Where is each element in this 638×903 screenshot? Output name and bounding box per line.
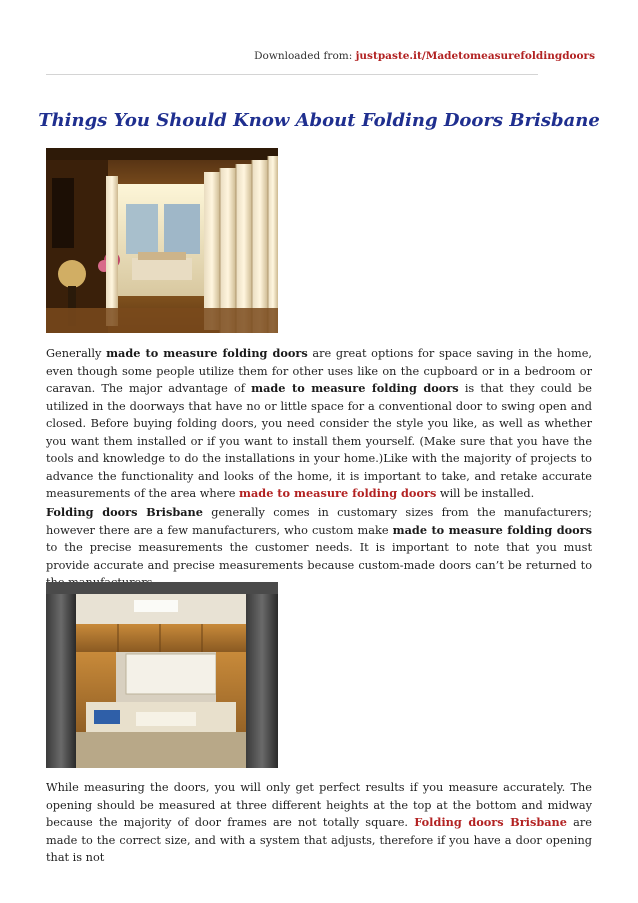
bold-keyword: Folding doors Brisbane (46, 505, 203, 519)
text-run: Generally (46, 347, 107, 360)
bold-keyword: made to measure folding doors (251, 381, 459, 395)
text-run: are great options for space saving in the home, even though some people utilize them for other uses like on the cupboard or in a bedroom or caravan. The major advantage of (46, 347, 592, 395)
text-run: to the precise measurements the customer needs. It is important to note that you must provide accurate and precise measurements because custom-made doors can’t be returned to (46, 541, 592, 572)
paragraph-2 (46, 504, 592, 592)
caravan-interior-photo (46, 582, 278, 768)
keyword-link[interactable]: made to measure folding doors (239, 486, 437, 500)
text-run: are made to the correct size, and with a system that adjusts, therefore if you have a door opening that is not (46, 816, 592, 864)
source-prefix: Downloaded from: (254, 50, 353, 62)
page-title: Things You Should Know About Folding Doors Brisbane (38, 110, 600, 131)
text-run: is that they could be utilized in the doorways that have no or little space for a conventional door to swing open and closed. Before buying folding doors, you need consider the style you like, as well as whether you want them installed or if you want to install them yourself. (Make sure that you have the tools and knowledge to do the installations in your home.)Like with the majority of projects to advance the functionality and looks of the home, it is important to take, and retake accurate measurements of the area where (46, 382, 592, 500)
keyword-link[interactable]: Folding doors Brisbane (414, 815, 567, 829)
source-link[interactable]: justpaste.it/Madetomeasurefoldingdoors (355, 50, 595, 62)
source-line (0, 50, 595, 62)
folding-doors-living-room-photo (46, 148, 278, 333)
bold-keyword: made to measure folding doors (392, 522, 592, 537)
text-run: will be installed. (436, 487, 535, 500)
text-run: While measuring the doors, you will only get perfect results if you measure accurately. The opening should be measured at three different heights at the top at the bottom and midway because the majority of door frames are not totally square. (46, 781, 592, 829)
header-divider (46, 74, 538, 75)
paragraph-3 (46, 779, 592, 867)
bold-keyword: made to measure folding doors (106, 346, 308, 360)
text-run: generally comes in customary sizes from the manufacturers; however there are a few manufacturers, who custom make (46, 506, 592, 537)
paragraph-1 (46, 345, 592, 503)
